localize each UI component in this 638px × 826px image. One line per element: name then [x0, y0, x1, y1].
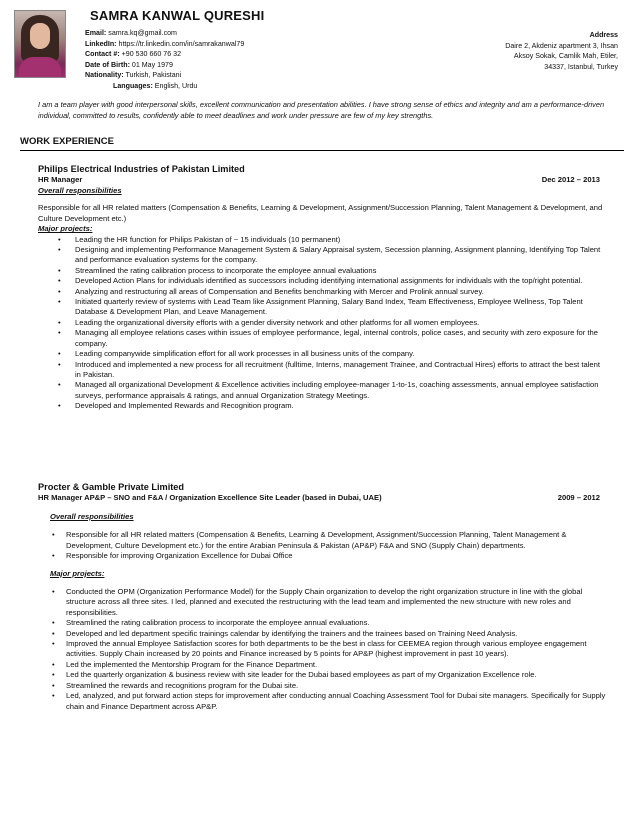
contact-block: [85, 28, 244, 92]
dob-line: Date of Birth: 01 May 1979: [85, 60, 173, 69]
bullet-icon: •: [52, 587, 55, 597]
bullet-icon: •: [58, 328, 61, 338]
section-title: WORK EXPERIENCE: [20, 136, 114, 147]
profile-photo: [14, 10, 66, 78]
bullet-icon: •: [52, 530, 55, 540]
projects-label: Major projects:: [38, 224, 93, 234]
bullet-icon: •: [58, 401, 61, 411]
bullet-icon: •: [52, 659, 55, 669]
bullet-icon: •: [58, 286, 61, 296]
list-item: • Leading companywide simplification effort for all work processes in all business units of the company.: [58, 349, 415, 359]
bullet-icon: •: [58, 380, 61, 390]
bullet-icon: •: [58, 317, 61, 327]
address-line: Daire 2, Akdeniz apartment 3, Ihsan: [505, 41, 618, 50]
list-item: • Developed and led department specific trainings calendar by identifying the trainers and the trainees based on Training Need Analysis.: [52, 628, 518, 638]
bullet-icon: •: [58, 276, 61, 286]
overall-label: Overall responsibilities: [50, 512, 134, 521]
list-item: • Initiated quarterly review of systems with Lead Team like Assignment Planning, Salary Band Index, Team Effectiveness, Employee Wellness, Top Talent Database & Development Plan, and Leave Management.: [58, 297, 583, 317]
job-entry-pg: [38, 481, 606, 712]
list-item: • Led the implemented the Mentorship Program for the Finance Department.: [52, 659, 318, 669]
list-item: • Streamlined the rewards and recognitions program for the Dubai site.: [52, 680, 299, 690]
list-item: • Developed Action Plans for individuals identified as successors including identifying international assignments for individuals with the top/right potential.: [58, 276, 583, 286]
company-name: Procter & Gamble Private Limited: [38, 482, 185, 492]
overall-label: Overall responsibilities: [38, 186, 122, 195]
bullet-icon: •: [52, 670, 55, 680]
bullet-icon: •: [58, 297, 61, 307]
role-title: HR Manager AP&P – SNO and F&A / Organization Excellence Site Leader (based in Dubai, UAE): [38, 493, 382, 502]
list-item: • Improved the annual Employee Satisfaction scores for both departments to be the best in class for CEEMEA region through various employee engagement activities. Supply Chain increased by 20 points and Finance increased by 5 points for AP&P (highest improvement in past 10 years).: [52, 639, 587, 659]
linkedin-line: LinkedIn: https://tr.linkedin.com/in/samrakanwal79: [85, 39, 245, 48]
list-item: • Leading the HR function for Philips Pakistan of ~ 15 individuals (10 permanent): [58, 234, 341, 244]
list-item: • Leading the organizational diversity efforts with a gender diversity network and other platforms for all women employees.: [58, 317, 480, 327]
bullet-icon: •: [58, 359, 61, 369]
bullet-icon: •: [58, 349, 61, 359]
phone-line: Contact #: +90 530 660 76 32: [85, 50, 182, 59]
list-item: • Led, analyzed, and put forward action steps for improvement after conducting annual Coaching Assessment Tool for Dubai site managers. Specifically for Supply chain and Finance Department across AP&P.: [52, 691, 606, 711]
role-dates: 2009 – 2012: [557, 493, 600, 502]
nationality-line: Nationality: Turkish, Pakistani: [85, 71, 182, 80]
bullet-icon: •: [52, 551, 55, 561]
role-row: [38, 175, 606, 186]
bullet-icon: •: [58, 245, 61, 255]
languages-line: Languages: English, Urdu: [113, 81, 198, 90]
projects-list: [38, 587, 606, 712]
address-block: [418, 30, 618, 72]
bullet-icon: •: [52, 618, 55, 628]
list-item: • Responsible for all HR related matters (Compensation & Benefits, Learning & Development, Assignment/Succession Planning, Talent Management & Development, Culture Development etc.) for the entire Arabian Peninsula & Pakistan (AP&P) F&A and SNO (Supply Chain) departments.: [52, 530, 567, 550]
candidate-name: SAMRA KANWAL QURESHI: [90, 8, 265, 23]
job-entry-philips: [38, 163, 606, 412]
bullet-icon: •: [52, 691, 55, 701]
list-item: • Conducted the OPM (Organization Performance Model) for the Supply Chain organization to develop the right organization structure in line with the global structure across all three sites. I led, planned and executed the restructuring with the lead team and implemented the new structure with new roles and responsibilities.: [52, 587, 583, 617]
list-item: • Managed all organizational Development & Excellence activities including employee-manager 1-to-1s, coaching assessments, annual employee satisfaction surveys, performance appraisals & ratings, and annual Organization Strategy Meetings.: [58, 380, 599, 400]
address-line: 34337, Istanbul, Turkey: [544, 62, 618, 71]
list-item: • Led the quarterly organization & business review with site leader for the Dubai based employees as part of my Organization Excellence role.: [52, 670, 537, 680]
list-item: • Introduced and implemented a new process for all recruitment (fulltime, Interns, management Trainee, and Contractual Hires) efforts to attract the best talent in Pakistan.: [58, 359, 600, 379]
address-line: Aksoy Sokak, Camlik Mah, Etiler,: [513, 52, 618, 61]
section-divider: [20, 150, 624, 151]
bullet-icon: •: [58, 234, 61, 244]
overall-list: [38, 530, 606, 561]
role-row: [38, 493, 606, 504]
role-title: HR Manager: [38, 175, 83, 184]
list-item: • Analyzing and restructuring all areas of Compensation and Benefits benchmarking with Mercer and Prolink annual survey.: [58, 286, 484, 296]
bullet-icon: •: [52, 639, 55, 649]
bullet-icon: •: [58, 265, 61, 275]
profile-summary: I am a team player with good interpersonal skills, excellent communication and presentation abilities. I have strong sense of ethics and integrity and am a performance-driven individual, committed to results, confidently able to meet deadlines and work under pressure are few of my key strengths.: [38, 100, 605, 120]
list-item: • Streamlined the rating calibration process to incorporate the employee annual evaluations: [58, 265, 377, 275]
bullet-icon: •: [52, 628, 55, 638]
company-name: Philips Electrical Industries of Pakistan Limited: [38, 164, 245, 174]
role-dates: Dec 2012 – 2013: [541, 175, 600, 184]
bullet-icon: •: [52, 680, 55, 690]
list-item: • Developed and Implemented Rewards and Recognition program.: [58, 401, 294, 411]
list-item: • Responsible for improving Organization Excellence for Dubai Office: [52, 551, 293, 561]
projects-list: [38, 235, 606, 412]
projects-label: Major projects:: [50, 568, 105, 578]
list-item: • Designing and implementing Performance Management System & Salary Appraisal system, Secession planning, Assignment planning, Identifying Top Talent and performance evaluation systems for the company.: [58, 245, 601, 265]
list-item: • Managing all employee relations cases within issues of employee performance, legal, internal controls, police cases, and security with zero exposure for the company.: [58, 328, 598, 348]
list-item: • Streamlined the rating calibration process to incorporate the employee annual evaluations.: [52, 618, 370, 628]
address-label: Address: [589, 31, 618, 39]
email-line: Email: samra.kq@gmail.com: [85, 29, 177, 37]
overall-text: Responsible for all HR related matters (Compensation & Benefits, Learning & Development, Assignment/Succession Planning, Talent Management & Development, and Culture Development etc.): [38, 203, 603, 223]
